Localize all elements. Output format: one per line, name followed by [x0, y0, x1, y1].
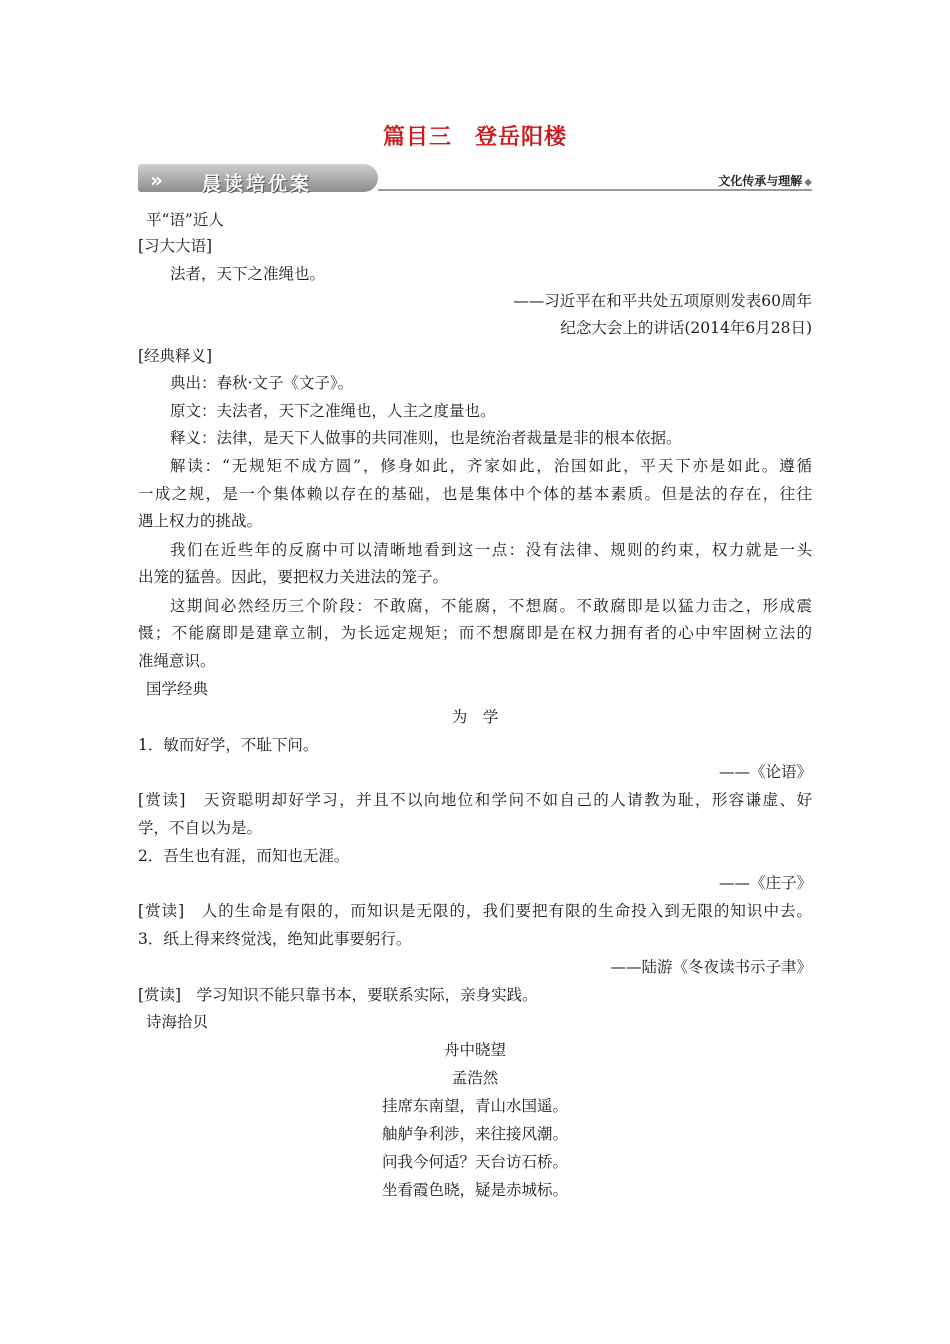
- banner-category: [718, 172, 812, 189]
- paragraph-line: 遇上权力的挑战。: [138, 512, 263, 530]
- item-source: ——《论语》: [718, 763, 812, 781]
- banner-bar: [138, 164, 378, 195]
- poem-line: 坐看霞色晓，疑是赤城标。: [381, 1181, 568, 1199]
- poem-line: 挂席东南望，青山水国遥。: [381, 1097, 568, 1115]
- section-heading-pingyu: 平“语”近人: [146, 211, 224, 229]
- paragraph-line: 准绳意识。: [138, 652, 216, 670]
- section-heading-guoxue: 国学经典: [146, 680, 209, 698]
- list-item: 3．纸上得来终觉浅，绝知此事要躬行。: [138, 930, 412, 948]
- explain-line: 释义：法律，是天下人做事的共同准则，也是统治者裁量是非的根本依据。: [170, 429, 682, 447]
- banner-category-text: 文化传承与理解: [718, 174, 803, 188]
- diamond-icon: ◆: [804, 177, 812, 188]
- source-line: 典出：春秋·文子《文子》。: [170, 374, 354, 392]
- appreciation-note: [赏读] 人的生命是有限的，而知识是无限的，我们要把有限的生命投入到无限的知识中去。: [138, 902, 812, 920]
- attribution-line-1: ——习近平在和平共处五项原则发表60周年: [513, 292, 812, 310]
- appreciation-note: [赏读] 学习知识不能只靠书本，要联系实际，亲身实践。: [138, 986, 538, 1004]
- appreciation-note: [赏读] 天资聪明却好学习，并且不以向地位和学问不如自己的人请教为耻，形容谦虚、好: [138, 791, 812, 809]
- banner-label: 晨读培优案: [202, 173, 313, 195]
- section-banner: [138, 162, 812, 194]
- poem-title: 舟中晓望: [443, 1041, 506, 1059]
- paragraph-line: 这期间必然经历三个阶段：不敢腐，不能腐，不想腐。不敢腐即是以猛力击之，形成震: [170, 597, 812, 615]
- section-heading-shihai: 诗海拾贝: [146, 1013, 209, 1031]
- paragraph-line: 我们在近些年的反腐中可以清晰地看到这一点：没有法律、规则的约束，权力就是一头: [170, 541, 812, 559]
- double-chevron-icon: »: [150, 168, 159, 192]
- paragraph-line: 一成之规，是一个集体赖以存在的基础，也是集体中个体的基本素质。但是法的存在，往往: [138, 485, 812, 503]
- item-source: ——《庄子》: [718, 874, 812, 892]
- paragraph-line: 慑；不能腐即是建章立制，为长远定规矩；而不想腐即是在权力拥有者的心中牢固树立法的: [138, 624, 812, 642]
- paragraph-line: 解读：“无规矩不成方圆”，修身如此，齐家如此，治国如此，平天下亦是如此。遵循: [170, 457, 812, 475]
- quote-text: 法者，天下之准绳也。: [170, 265, 326, 283]
- original-line: 原文：夫法者，天下之准绳也，人主之度量也。: [170, 402, 496, 420]
- subheading-jingdianshiyi: [经典释义]: [138, 347, 213, 365]
- poem-author: 孟浩然: [451, 1069, 499, 1087]
- poem-line: 问我今何适？天台访石桥。: [381, 1153, 568, 1171]
- attribution-line-2: 纪念大会上的讲话(2014年6月28日): [560, 319, 812, 337]
- appreciation-note: 学，不自以为是。: [138, 819, 263, 837]
- paragraph-line: 出笼的猛兽。因此，要把权力关进法的笼子。: [138, 568, 449, 586]
- list-item: 1．敏而好学，不耻下问。: [138, 736, 319, 754]
- poem-line: 舳舻争利涉，来往接风潮。: [381, 1125, 568, 1143]
- subheading-xidadayu: [习大大语]: [138, 237, 213, 255]
- page-title: 篇目三 登岳阳楼: [382, 125, 567, 150]
- subtitle-weixue: 为 学: [451, 708, 499, 726]
- item-source: ——陆游《冬夜读书示子聿》: [610, 958, 812, 976]
- list-item: 2．吾生也有涯，而知也无涯。: [138, 847, 350, 865]
- banner-rule: [378, 189, 812, 191]
